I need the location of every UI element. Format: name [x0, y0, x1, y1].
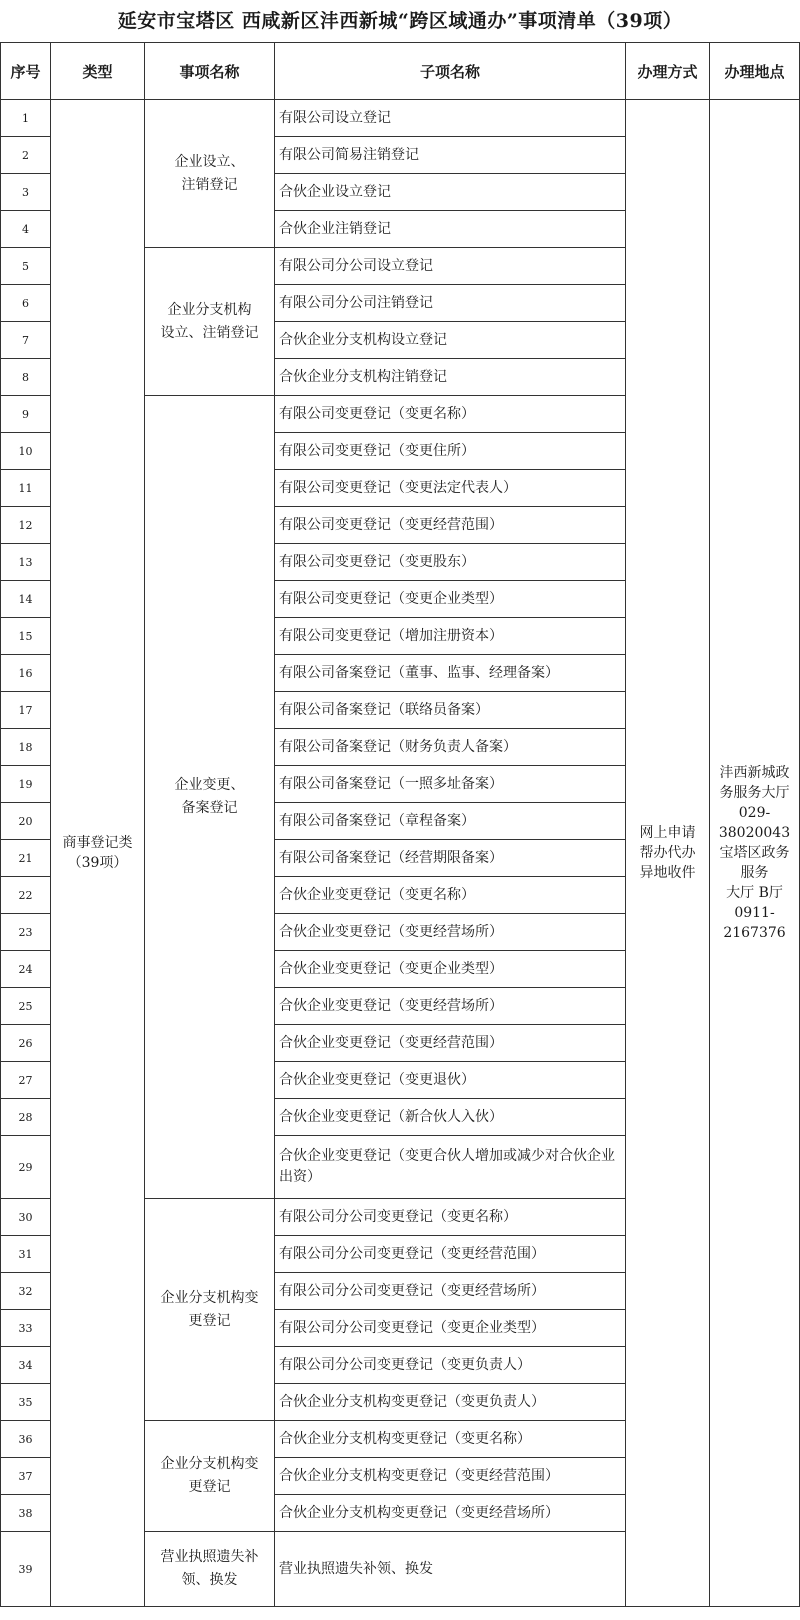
row-number: 17	[1, 692, 51, 729]
subitem-name: 有限公司分公司变更登记（变更经营场所）	[275, 1273, 626, 1310]
row-number: 8	[1, 359, 51, 396]
subitem-name: 合伙企业注销登记	[275, 211, 626, 248]
subitem-name: 合伙企业分支机构变更登记（变更名称）	[275, 1421, 626, 1458]
row-number: 15	[1, 618, 51, 655]
row-number: 24	[1, 951, 51, 988]
subitem-name: 合伙企业分支机构变更登记（变更经营场所）	[275, 1495, 626, 1532]
row-number: 19	[1, 766, 51, 803]
header-method: 办理方式	[626, 43, 710, 100]
document-title: 延安市宝塔区 西咸新区沣西新城“跨区域通办”事项清单（39项）	[117, 10, 683, 32]
row-number: 10	[1, 433, 51, 470]
item-name-cell	[145, 248, 275, 396]
row-number: 14	[1, 581, 51, 618]
place-line: 大厅 B厅	[726, 885, 783, 901]
row-number: 32	[1, 1273, 51, 1310]
place-line: 宝塔区政务	[719, 845, 790, 861]
item-name-line: 设立、注销登记	[160, 324, 259, 341]
subitem-name: 有限公司变更登记（变更股东）	[275, 544, 626, 581]
method-line: 网上申请	[639, 825, 696, 841]
row-number: 3	[1, 174, 51, 211]
category-cell	[51, 100, 145, 1607]
subitem-name: 有限公司备案登记（董事、监事、经理备案）	[275, 655, 626, 692]
subitem-name: 有限公司分公司变更登记（变更负责人）	[275, 1347, 626, 1384]
subitem-name: 合伙企业变更登记（变更经营场所）	[275, 914, 626, 951]
method-line: 异地收件	[639, 865, 696, 881]
row-number: 2	[1, 137, 51, 174]
subitem-name: 有限公司备案登记（财务负责人备案）	[275, 729, 626, 766]
subitem-name: 合伙企业设立登记	[275, 174, 626, 211]
item-name-cell	[145, 1532, 275, 1607]
subitem-name: 有限公司变更登记（增加注册资本）	[275, 618, 626, 655]
item-name-cell	[145, 1421, 275, 1532]
subitem-name: 合伙企业变更登记（变更经营场所）	[275, 988, 626, 1025]
subitem-name: 有限公司分公司变更登记（变更名称）	[275, 1199, 626, 1236]
row-number: 35	[1, 1384, 51, 1421]
header-place: 办理地点	[710, 43, 800, 100]
table-row	[1, 100, 800, 137]
row-number: 26	[1, 1025, 51, 1062]
item-name-line: 更登记	[188, 1479, 231, 1495]
item-name-line: 领、换发	[181, 1572, 238, 1588]
row-number: 11	[1, 470, 51, 507]
subitem-name: 合伙企业分支机构变更登记（变更经营范围）	[275, 1458, 626, 1495]
header-item: 事项名称	[145, 43, 275, 100]
row-number: 29	[1, 1136, 51, 1199]
row-number: 30	[1, 1199, 51, 1236]
row-number: 23	[1, 914, 51, 951]
method-line: 帮办代办	[639, 845, 696, 861]
item-name-line: 备案登记	[181, 800, 238, 816]
subitem-name: 有限公司分公司注销登记	[275, 285, 626, 322]
item-name-cell	[145, 396, 275, 1199]
row-number: 28	[1, 1099, 51, 1136]
method-cell	[626, 100, 710, 1607]
row-number: 39	[1, 1532, 51, 1607]
place-line: 沣西新城政	[719, 765, 790, 781]
row-number: 22	[1, 877, 51, 914]
item-name-cell	[145, 100, 275, 248]
header-subitem: 子项名称	[275, 43, 626, 100]
item-name-line: 企业分支机构变	[160, 1289, 259, 1306]
subitem-name: 有限公司变更登记（变更经营范围）	[275, 507, 626, 544]
row-number: 5	[1, 248, 51, 285]
subitem-name: 有限公司变更登记（变更名称）	[275, 396, 626, 433]
row-number: 20	[1, 803, 51, 840]
subitem-name: 合伙企业变更登记（新合伙人入伙）	[275, 1099, 626, 1136]
row-number: 1	[1, 100, 51, 137]
place-line: 029-	[738, 805, 771, 821]
subitem-name: 有限公司设立登记	[275, 100, 626, 137]
subitem-name: 有限公司分公司变更登记（变更企业类型）	[275, 1310, 626, 1347]
item-name-line: 更登记	[188, 1312, 231, 1329]
header-no: 序号	[1, 43, 51, 100]
place-line: 务服务大厅	[719, 785, 790, 801]
row-number: 34	[1, 1347, 51, 1384]
row-number: 7	[1, 322, 51, 359]
item-name-line: 企业分支机构	[167, 301, 252, 318]
row-number: 37	[1, 1458, 51, 1495]
row-number: 38	[1, 1495, 51, 1532]
subitem-name: 有限公司备案登记（一照多址备案）	[275, 766, 626, 803]
subitem-name: 合伙企业分支机构设立登记	[275, 322, 626, 359]
subitem-name: 合伙企业变更登记（变更企业类型）	[275, 951, 626, 988]
subitem-name: 有限公司备案登记（联络员备案）	[275, 692, 626, 729]
row-number: 16	[1, 655, 51, 692]
row-number: 21	[1, 840, 51, 877]
matters-table	[0, 42, 800, 1607]
subitem-name: 有限公司备案登记（经营期限备案）	[275, 840, 626, 877]
subitem-name: 有限公司分公司设立登记	[275, 248, 626, 285]
place-line: 2167376	[723, 925, 786, 941]
category-label: 商事登记类	[62, 835, 133, 851]
place-line: 服务	[740, 865, 769, 881]
subitem-name: 有限公司变更登记（变更住所）	[275, 433, 626, 470]
row-number: 18	[1, 729, 51, 766]
row-number: 4	[1, 211, 51, 248]
item-name-line: 企业变更、	[174, 777, 245, 793]
row-number: 33	[1, 1310, 51, 1347]
place-line: 38020043	[718, 825, 791, 841]
subitem-name: 合伙企业变更登记（变更经营范围）	[275, 1025, 626, 1062]
place-cell	[710, 100, 800, 1607]
header-row	[1, 43, 800, 100]
item-name-line: 企业分支机构变	[160, 1456, 259, 1472]
row-number: 6	[1, 285, 51, 322]
item-name-line: 营业执照遗失补	[160, 1549, 259, 1565]
row-number: 13	[1, 544, 51, 581]
subitem-name: 有限公司变更登记（变更法定代表人）	[275, 470, 626, 507]
header-category: 类型	[51, 43, 145, 100]
subitem-name: 合伙企业分支机构变更登记（变更负责人）	[275, 1384, 626, 1421]
row-number: 31	[1, 1236, 51, 1273]
subitem-name: 有限公司备案登记（章程备案）	[275, 803, 626, 840]
subitem-name: 有限公司变更登记（变更企业类型）	[275, 581, 626, 618]
row-number: 9	[1, 396, 51, 433]
row-number: 25	[1, 988, 51, 1025]
subitem-name: 有限公司分公司变更登记（变更经营范围）	[275, 1236, 626, 1273]
item-name-line: 企业设立、	[174, 153, 245, 170]
row-number: 27	[1, 1062, 51, 1099]
place-line: 0911-	[734, 905, 775, 921]
row-number: 36	[1, 1421, 51, 1458]
subitem-name: 合伙企业变更登记（变更名称）	[275, 877, 626, 914]
subitem-name: 营业执照遗失补领、换发	[275, 1532, 626, 1607]
subitem-name: 合伙企业分支机构注销登记	[275, 359, 626, 396]
item-name-cell	[145, 1199, 275, 1421]
row-number: 12	[1, 507, 51, 544]
subitem-name: 合伙企业变更登记（变更合伙人增加或减少对合伙企业出资）	[275, 1136, 626, 1199]
subitem-name: 有限公司简易注销登记	[275, 137, 626, 174]
subitem-name: 合伙企业变更登记（变更退伙）	[275, 1062, 626, 1099]
category-count: （39项）	[67, 855, 128, 871]
item-name-line: 注销登记	[181, 176, 238, 193]
